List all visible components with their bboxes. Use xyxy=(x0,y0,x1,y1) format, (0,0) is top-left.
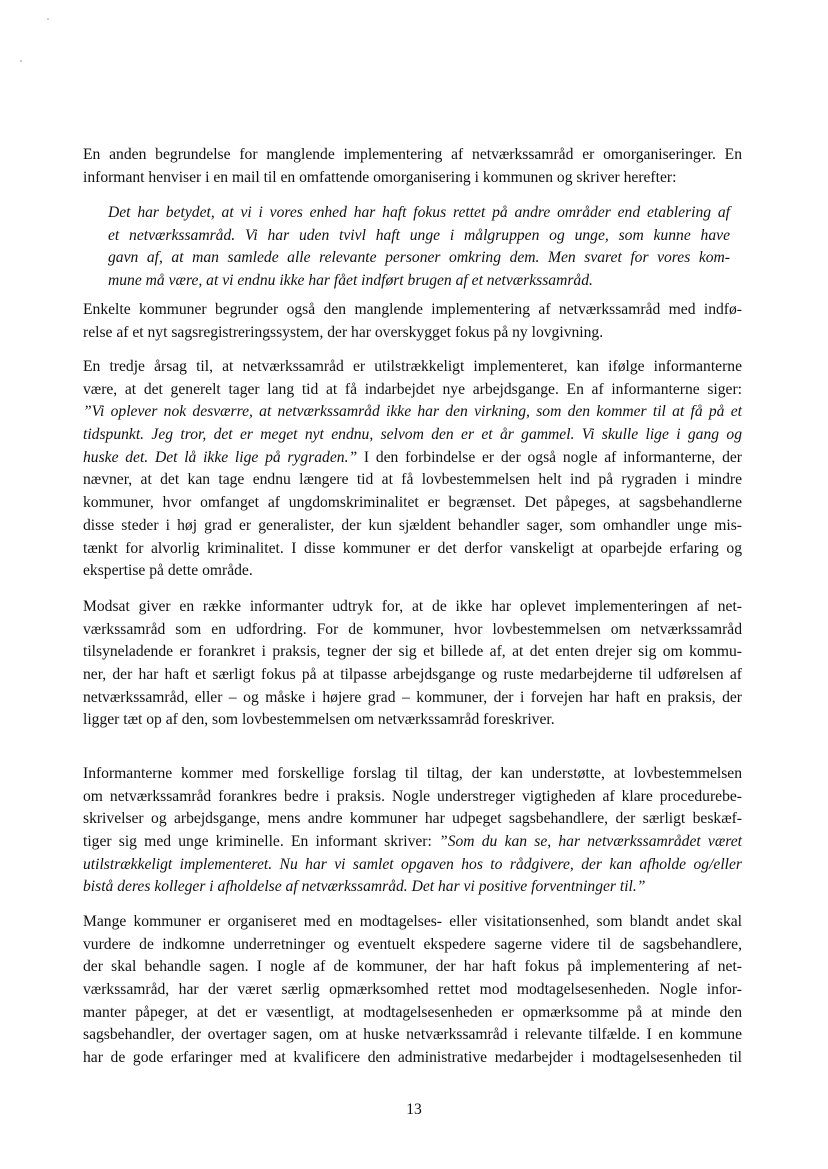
italic-text: ”Vi oplever nok desværre, at netværkssamråd ikke har den virkning, som den kommer til at få på et xyxy=(83,403,742,421)
text-segment: ligger tæt op af den, som lovbestemmelsen om netværkssamråd foreskriver. xyxy=(83,711,555,729)
body-paragraph xyxy=(83,763,742,899)
text-segment: Mange kommuner er organiseret med en modtagelses- eller visitationsenhed, som blandt andet skal xyxy=(83,913,742,930)
text-segment: En anden begrundelse for manglende implementering af netværkssamråd er omorganiseringer. En xyxy=(83,146,742,163)
text-segment: Enkelte kommuner begrunder også den manglende implementering af netværkssamråd med indfø- xyxy=(83,301,742,318)
text-line xyxy=(108,202,730,225)
italic-text: ”Som du kan se, har netværkssamrådet været xyxy=(439,833,742,851)
text-segment: Informanterne kommer med forskellige forslag til tiltag, der kan understøtte, at lovbestemmelsen xyxy=(83,765,742,782)
body-paragraph xyxy=(83,911,742,1070)
text-line xyxy=(83,144,742,167)
text-segment: kommuner, hvor omfanget af ungdomskriminalitet er begrænset. Det påpeges, at sagsbehandlerne xyxy=(83,494,742,512)
italic-text: huske det. Det lå ikke lige på rygraden.” xyxy=(83,448,364,466)
italic-text: mune må være, at vi endnu ikke har fået indført brugen af et netværkssamråd. xyxy=(108,272,593,290)
text-line xyxy=(108,225,730,248)
text-line xyxy=(83,167,742,190)
text-segment: relse af et nyt sagsregistreringssystem, der har overskygget fokus på ny lovgivning. xyxy=(83,323,604,341)
text-segment: skrivelser og arbejdsgange, mens andre kommuner har udpeget sagsbehandlere, der særligt beskæf- xyxy=(83,810,742,828)
scan-speck xyxy=(20,60,22,62)
text-line xyxy=(108,270,730,293)
text-line xyxy=(83,934,742,957)
scan-speck xyxy=(47,18,49,20)
text-line xyxy=(83,299,742,322)
text-segment: der skal behandle sagen. I nogle af de kommuner, der har haft fokus på implementering af net- xyxy=(83,958,742,976)
text-segment: tilsyneladende er forankret i praksis, tegner der sig et billede af, at det enten drejer sig om kommu- xyxy=(83,643,742,661)
text-segment: tænkt for alvorlig kriminalitet. I disse kommuner er det derfor vanskeligt at oparbejde erfaring og xyxy=(83,539,742,557)
italic-text: Det har betydet, at vi i vores enhed har haft fokus rettet på andre områder end etablering af xyxy=(108,204,730,221)
text-segment: Modsat giver en række informanter udtryk for, at de ikke har oplevet implementeringen af net- xyxy=(83,598,742,615)
text-line xyxy=(83,641,742,664)
body-paragraph xyxy=(83,596,742,732)
page-number: 13 xyxy=(406,1101,422,1118)
text-segment: har de gode erfaringer med at kvalificere den administrative medarbejder i modtagelsesenheden til xyxy=(83,1049,742,1067)
text-segment: tiger sig med unge kriminelle. En informant skriver: xyxy=(83,833,440,851)
text-segment: værkssamråd som en udfordring. For de kommuner, hvor lovbestemmelsen om netværkssamråd xyxy=(83,620,742,638)
text-segment: værkssamråd, har der været særlig opmærksomhed rettet mod modtagelsesenheden. Nogle infor- xyxy=(83,981,742,999)
italic-text: et netværkssamråd. Vi har uden tvivl haft unge i målgruppen og unge, som kunne have xyxy=(108,226,730,244)
text-line xyxy=(83,492,742,515)
text-segment: ekspertise på dette område. xyxy=(83,562,253,580)
text-line xyxy=(83,379,742,402)
text-segment: vurdere de indkomne underretninger og eventuelt ekspedere sagerne videre til de sagsbehandlere, xyxy=(83,935,742,953)
text-segment: nævner, at det kan tage endnu længere tid at få lovbestemmelsen helt ind på rygraden i mindre xyxy=(83,471,742,489)
text-segment: om netværkssamråd forankres bedre i praksis. Nogle understreger vigtigheden af klare procedurebe- xyxy=(83,787,742,805)
text-line xyxy=(83,1047,742,1070)
text-segment: ner, der har haft et særligt fokus på at tilpasse arbejdsgange og ruste medarbejderne til udførelsen af xyxy=(83,666,742,684)
text-line xyxy=(83,447,742,470)
body-paragraph xyxy=(83,299,742,344)
text-segment: En tredje årsag til, at netværkssamråd er utilstrækkeligt implementeret, kan ifølge informanterne xyxy=(83,358,742,375)
body-paragraph xyxy=(83,144,742,189)
italic-text: gavn af, at man samlede alle relevante personer omkring dem. Men svaret for vores kom- xyxy=(108,249,730,267)
text-line xyxy=(83,854,742,877)
text-line xyxy=(83,808,742,831)
text-line xyxy=(83,687,742,710)
text-line xyxy=(83,911,742,934)
italic-text: utilstrækkeligt implementeret. Nu har vi samlet opgaven hos to rådgivere, der kan afholde og/eller xyxy=(83,855,742,873)
text-line xyxy=(83,709,742,732)
text-line xyxy=(83,876,742,899)
text-line xyxy=(83,956,742,979)
text-line xyxy=(83,1024,742,1047)
text-segment: informant henviser i en mail til en omfattende omorganisering i kommunen og skriver herefter: xyxy=(83,168,677,186)
text-line xyxy=(108,247,730,270)
text-line xyxy=(83,515,742,538)
text-segment: sagsbehandler, der overtager sagen, om at huske netværkssamråd i relevante tilfælde. I en kommune xyxy=(83,1026,742,1044)
text-segment: I den forbindelse er der også nogle af informanterne, der xyxy=(363,448,742,466)
italic-text: tidspunkt. Jeg tror, det er meget nyt endnu, selvom den er et år gammel. Vi skulle lige i gang og xyxy=(83,426,742,444)
text-line xyxy=(83,664,742,687)
text-segment: disse steder i høj grad er generalister, der kun sjældent behandler sager, som omhandler unge mis- xyxy=(83,516,742,534)
text-line xyxy=(83,979,742,1002)
text-line xyxy=(83,322,742,345)
text-segment: netværkssamråd, eller – og måske i højere grad – kommuner, der i forvejen har haft en praksis, der xyxy=(83,688,742,706)
text-line xyxy=(83,401,742,424)
text-segment: manter påpeger, at det er væsentligt, at modtagelsesenheden er opmærksomme på at minde den xyxy=(83,1003,742,1021)
text-line xyxy=(83,763,742,786)
text-line xyxy=(83,538,742,561)
italic-text: bistå deres kolleger i afholdelse af netværkssamråd. Det har vi positive forventninger til.” xyxy=(83,878,646,896)
text-line xyxy=(83,469,742,492)
text-line xyxy=(83,560,742,583)
text-line xyxy=(83,831,742,854)
text-line xyxy=(83,786,742,809)
text-line xyxy=(83,619,742,642)
text-line xyxy=(83,596,742,619)
text-line xyxy=(83,356,742,379)
text-line xyxy=(83,1002,742,1025)
text-segment: være, at det generelt tager lang tid at få indarbejdet nye arbejdsgange. En af informanterne siger: xyxy=(83,380,742,398)
block-quote xyxy=(108,202,730,293)
text-line xyxy=(83,424,742,447)
body-paragraph xyxy=(83,356,742,583)
